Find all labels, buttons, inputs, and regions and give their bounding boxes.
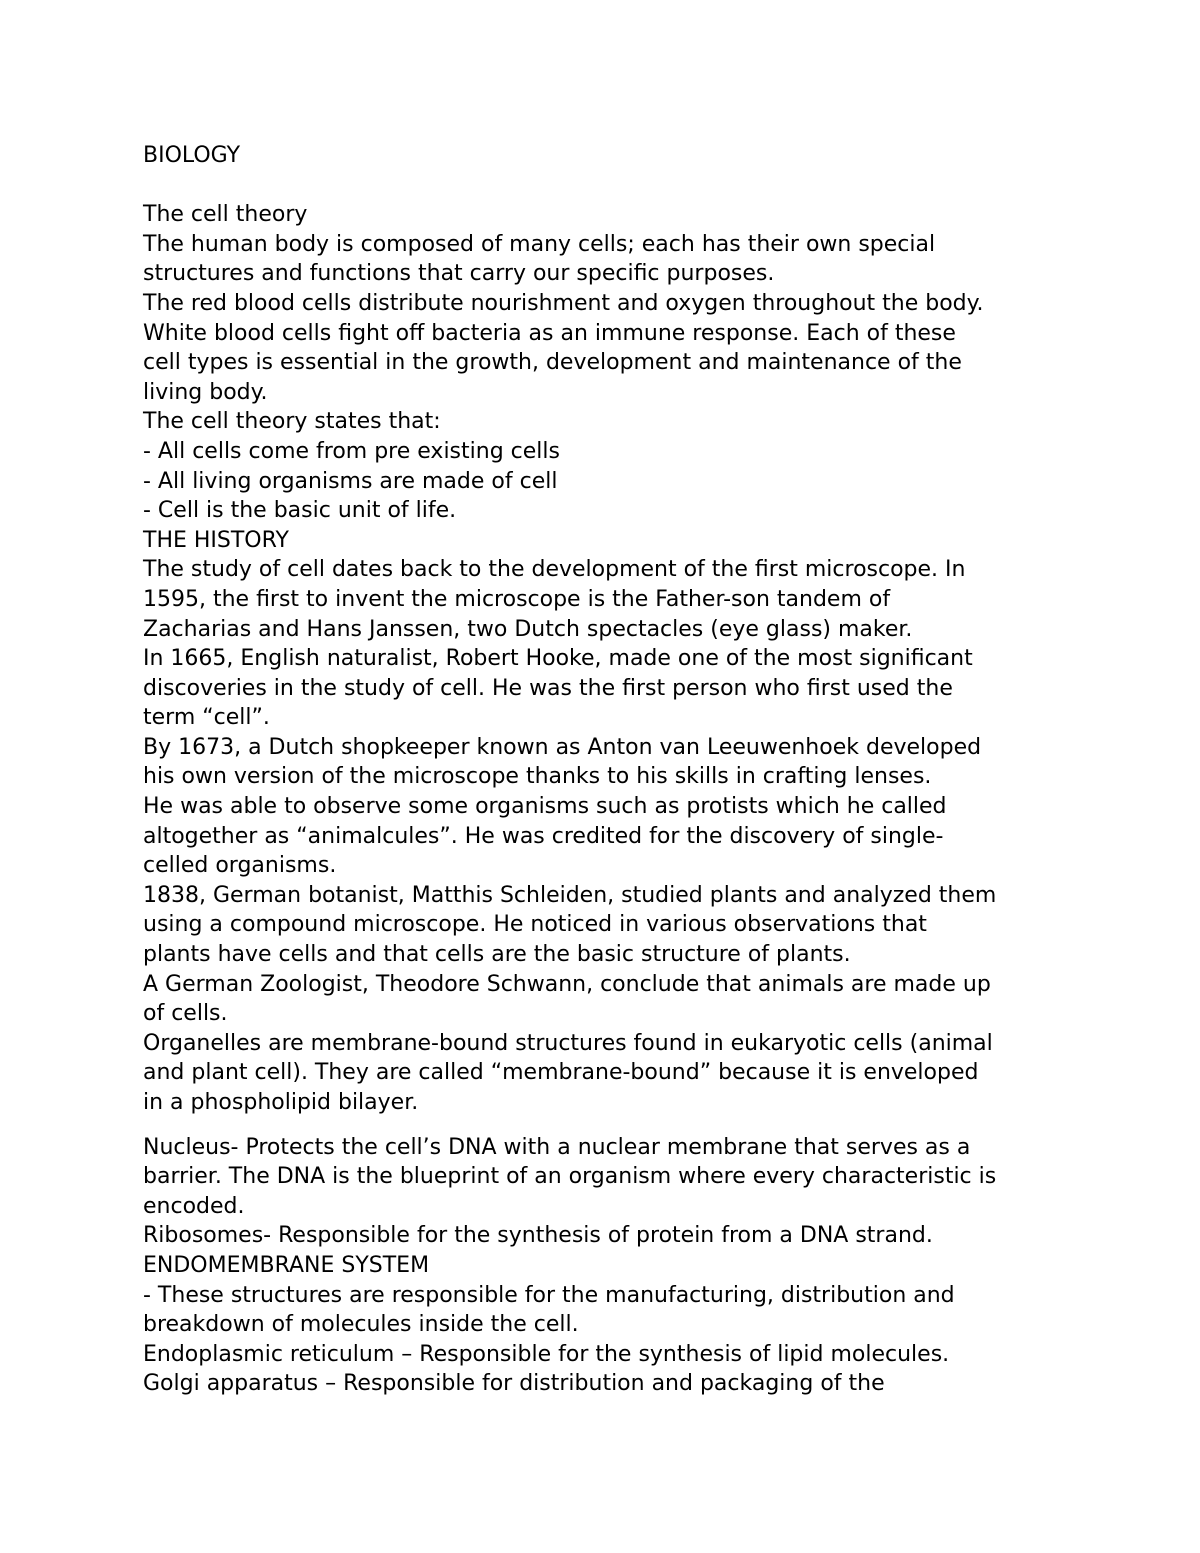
text-line: The study of cell dates back to the development of the first microscope. In: [143, 557, 966, 583]
text-line: By 1673, a Dutch shopkeeper known as Anton van Leeuwenhoek developed: [143, 734, 982, 760]
section-heading: THE HISTORY: [143, 527, 289, 553]
list-item: - Cell is the basic unit of life.: [143, 498, 457, 524]
text-line: plants have cells and that cells are the basic structure of plants.: [143, 942, 851, 968]
text-line: breakdown of molecules inside the cell.: [143, 1312, 579, 1338]
text-line: structures and functions that carry our specific purposes.: [143, 261, 775, 287]
text-line: Zacharias and Hans Janssen, two Dutch spectacles (eye glass) maker.: [143, 616, 913, 642]
text-line: In 1665, English naturalist, Robert Hooke, made one of the most significant: [143, 646, 973, 672]
text-line: term “cell”.: [143, 705, 270, 731]
text-line: and plant cell). They are called “membrane-bound” because it is enveloped: [143, 1060, 979, 1086]
section-heading: ENDOMEMBRANE SYSTEM: [143, 1252, 430, 1278]
text-line: The human body is composed of many cells; each has their own special: [143, 231, 936, 257]
text-line: The red blood cells distribute nourishment and oxygen throughout the body.: [143, 290, 984, 316]
text-line: his own version of the microscope thanks to his skills in crafting lenses.: [143, 764, 932, 790]
list-item: - All cells come from pre existing cells: [143, 438, 560, 464]
text-line: 1838, German botanist, Matthis Schleiden, studied plants and analyzed them: [143, 882, 997, 908]
text-line: The cell theory states that:: [143, 409, 441, 435]
text-line: The cell theory: [143, 202, 308, 228]
text-line: Organelles are membrane-bound structures found in eukaryotic cells (animal: [143, 1030, 993, 1056]
text-line: White blood cells fight off bacteria as an immune response. Each of these: [143, 320, 956, 346]
text-line: - These structures are responsible for the manufacturing, distribution and: [143, 1282, 955, 1308]
text-line: altogether as “animalcules”. He was credited for the discovery of single-: [143, 823, 944, 849]
text-line: encoded.: [143, 1193, 245, 1219]
list-item: - All living organisms are made of cell: [143, 468, 558, 494]
text-line: Ribosomes- Responsible for the synthesis of protein from a DNA strand.: [143, 1223, 933, 1249]
text-line: Endoplasmic reticulum – Responsible for the synthesis of lipid molecules.: [143, 1341, 950, 1367]
blank-line: [143, 171, 1073, 201]
text-line: living body.: [143, 379, 268, 405]
text-line: in a phospholipid bilayer.: [143, 1090, 419, 1115]
text-line: Golgi apparatus – Responsible for distribution and packaging of the: [143, 1371, 885, 1397]
text-line: discoveries in the study of cell. He was the first person who first used the: [143, 675, 953, 701]
text-line: A German Zoologist, Theodore Schwann, conclude that animals are made up: [143, 971, 991, 997]
text-line: barrier. The DNA is the blueprint of an organism where every characteristic is: [143, 1164, 997, 1190]
paragraph-gap: [143, 1118, 1073, 1133]
text-line: Nucleus- Protects the cell’s DNA with a nuclear membrane that serves as a: [143, 1134, 971, 1160]
text-line: cell types is essential in the growth, development and maintenance of the: [143, 350, 962, 376]
text-line: using a compound microscope. He noticed in various observations that: [143, 912, 927, 938]
text-line: He was able to observe some organisms such as protists which he called: [143, 794, 947, 820]
document-body: [143, 141, 1073, 1399]
text-line: 1595, the first to invent the microscope is the Father-son tandem of: [143, 586, 891, 612]
text-line: celled organisms.: [143, 853, 337, 879]
document-title: BIOLOGY: [143, 143, 241, 168]
text-line: of cells.: [143, 1001, 228, 1027]
